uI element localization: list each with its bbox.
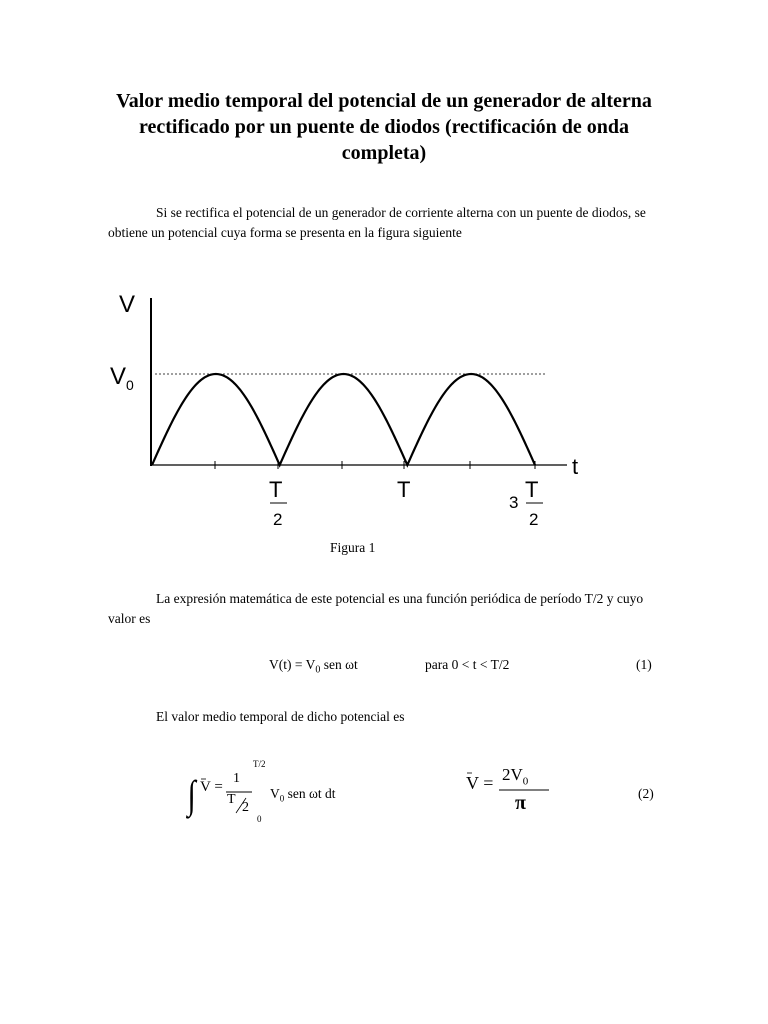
eq2-vbar: V = <box>200 779 223 795</box>
x-axis-label: t <box>572 454 579 479</box>
figure-caption: Figura 1 <box>330 540 376 555</box>
eq2-result-num: $2V_0$ <box>502 765 529 788</box>
eq2-frac-den-2: 2 <box>242 800 249 815</box>
eq2-result-den: π <box>515 792 526 814</box>
eq2-integrand: $V_0$ sen ωt dt <box>270 786 336 804</box>
v0-label: $V_0$ <box>110 363 134 393</box>
tick-label-three-half-den: 2 <box>529 510 539 529</box>
rectified-wave-curve <box>152 374 535 465</box>
paragraph-period: La expresión matemática de este potencial es una función periódica de período T/2 y cuyo valor es <box>108 591 644 626</box>
eq2-upper-limit: T/2 <box>253 759 266 769</box>
eq2-frac-num: 1 <box>233 771 240 786</box>
intro-paragraph: Si se rectifica el potencial de un generador de corriente alterna con un puente de diodos, se obtiene un potencial cuya forma se presenta en la figura siguiente <box>108 205 646 240</box>
eq2-result-vbar: V = <box>466 773 494 793</box>
equation-1-condition: para 0 < t < T/2 <box>425 657 510 672</box>
paragraph-average: El valor medio temporal de dicho potencial es <box>156 709 405 724</box>
tick-label-full: T <box>397 477 411 502</box>
eq2-lower-limit: 0 <box>257 814 262 824</box>
tick-label-three-half-num: T <box>525 477 539 502</box>
integral-sign: ∫ <box>187 771 196 818</box>
tick-label-half-den: 2 <box>273 510 283 529</box>
equation-1: $V(t) = V_0$ sen ωt <box>269 657 358 676</box>
equation-1-number: (1) <box>636 657 652 672</box>
eq2-frac-den-T: T <box>227 792 236 807</box>
y-axis-label: V <box>119 291 136 318</box>
tick-label-half-num: T <box>269 477 283 502</box>
tick-label-three-half-coef: 3 <box>509 493 519 512</box>
equation-2-number: (2) <box>638 786 654 801</box>
page-title: Valor medio temporal del potencial de un generador de alterna rectificado por un puente de diodos (rectificación de onda completa) <box>116 90 652 164</box>
